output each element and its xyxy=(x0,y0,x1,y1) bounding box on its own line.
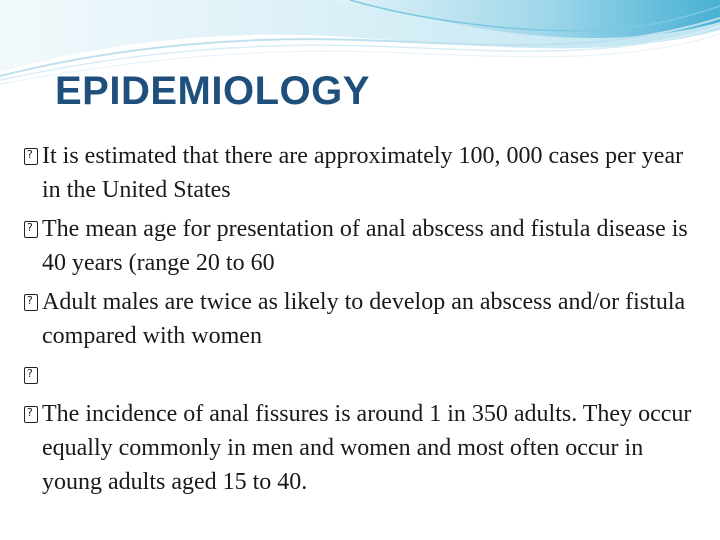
missing-glyph-box-icon xyxy=(24,221,38,238)
bullet-text: The mean age for presentation of anal abscess and fistula disease is 40 years (range 20 to 60 xyxy=(42,216,688,276)
bullet-item xyxy=(22,285,702,353)
bullet-item xyxy=(22,397,702,499)
bullet-item-empty xyxy=(22,358,702,392)
bullet-item xyxy=(22,139,702,207)
missing-glyph-box-icon xyxy=(24,148,38,165)
missing-glyph-box-icon xyxy=(24,367,38,384)
missing-glyph-box-icon xyxy=(24,294,38,311)
bullet-text: It is estimated that there are approximately 100, 000 cases per year in the United States xyxy=(42,143,684,203)
bullet-list xyxy=(22,139,702,504)
bullet-text: The incidence of anal fissures is around 1 in 350 adults. They occur equally commonly in men and women and most often occur in young adults aged 15 to 40. xyxy=(42,401,692,495)
bullet-text: Adult males are twice as likely to develop an abscess and/or fistula compared with women xyxy=(42,289,686,349)
bullet-item xyxy=(22,212,702,280)
slide-title: EPIDEMIOLOGY xyxy=(55,69,370,113)
missing-glyph-box-icon xyxy=(24,406,38,423)
